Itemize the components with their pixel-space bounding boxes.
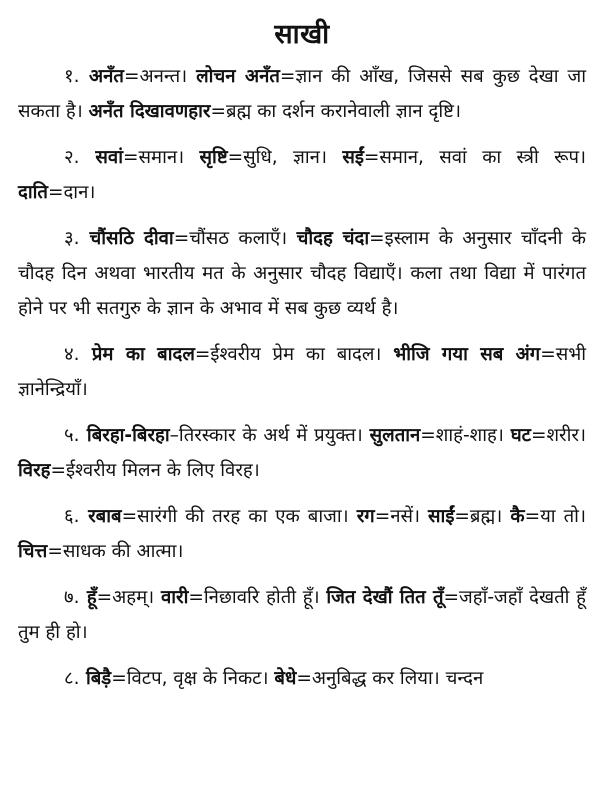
term: सृष्टि xyxy=(199,147,228,168)
definition: =ब्रह्म का दर्शन करानेवाली ज्ञान दृष्टि। xyxy=(210,101,461,122)
term: कै xyxy=(510,506,525,527)
term: भीजि गया सब अंग xyxy=(393,344,541,365)
term: चौदह चंदा xyxy=(296,228,370,249)
term: बेधे xyxy=(274,668,297,689)
term: घट xyxy=(510,425,531,446)
entry-number: ३. xyxy=(64,228,80,249)
definition: =चौंसठ कलाएँ। xyxy=(173,228,297,249)
term: वारी xyxy=(160,587,189,608)
glossary-entries xyxy=(18,59,586,696)
term: सवां xyxy=(79,147,124,168)
term: बिरहा-बिरहा xyxy=(79,425,170,446)
definition: =ईश्वरीय मिलन के लिए विरह। xyxy=(50,460,260,481)
definition: =ईश्वरीय प्रेम का बादल। xyxy=(194,344,394,365)
definition: =शरीर। xyxy=(530,425,586,446)
glossary-entry xyxy=(18,337,586,407)
term: चौंसठि दीवा xyxy=(79,228,174,249)
definition: =इस्लाम के अनुसार चाँदनी के चौदह दिन अथवा भारतीय मत के अनुसार चौदह विद्याएँ। कला तथा विद्या में पारंगत होने पर भी सतगुरु के ज्ञान के अभाव में सब कुछ व्यर्थ है। xyxy=(18,228,586,319)
glossary-entry xyxy=(18,661,586,696)
entry-number: ४. xyxy=(64,344,80,365)
definition: =सभी ज्ञानेन्द्रियाँ। xyxy=(18,344,587,400)
entry-number: २. xyxy=(64,147,80,168)
glossary-entry xyxy=(18,140,586,210)
definition: =साधक की आत्मा। xyxy=(47,541,184,562)
definition: =सारंगी की तरह का एक बाजा। xyxy=(121,506,357,527)
term: चित्त xyxy=(18,541,48,562)
glossary-entry xyxy=(18,580,586,650)
term: दाति xyxy=(18,182,48,203)
term: हूँ xyxy=(79,587,97,608)
term: सुलतान xyxy=(369,425,421,446)
term: अनँत xyxy=(79,66,124,87)
entry-number: ८. xyxy=(64,668,80,689)
glossary-entry xyxy=(18,418,586,488)
entry-number: ७. xyxy=(64,587,80,608)
definition: =ब्रह्म। xyxy=(454,506,511,527)
definition: –तिरस्कार के अर्थ में प्रयुक्त। xyxy=(169,425,370,446)
glossary-entry xyxy=(18,499,586,569)
term: सईं xyxy=(342,147,364,168)
term: विरह xyxy=(18,460,51,481)
page-title: साखी xyxy=(274,19,330,50)
term: बिड़ै xyxy=(79,668,112,689)
entry-number: १. xyxy=(64,66,80,87)
entry-number: ६. xyxy=(64,506,80,527)
definition: =अनन्त। xyxy=(123,66,197,87)
definition: =दान। xyxy=(47,182,96,203)
definition: =जहाँ-जहाँ देखती हूँ तुम ही हो। xyxy=(18,587,586,643)
glossary-entry xyxy=(18,221,586,326)
glossary-entry xyxy=(18,59,586,129)
definition: =ज्ञान की आँख, जिससे सब कुछ देखा जा सकता है। xyxy=(18,66,586,122)
term: लोचन अनँत xyxy=(196,66,280,87)
definition: =या तो। xyxy=(524,506,586,527)
term: साईं xyxy=(428,506,455,527)
term: रग xyxy=(356,506,375,527)
term: जित देखौं तित तूँ xyxy=(326,587,444,608)
definition: =समान। xyxy=(123,147,200,168)
definition: =समान, सवां का स्त्री रूप। xyxy=(363,147,586,168)
definition: =निछावरि होती हूँ। xyxy=(188,587,327,608)
term: अनँत दिखावणहार xyxy=(88,101,211,122)
term: प्रेम का बादल xyxy=(79,344,195,365)
entry-number: ५. xyxy=(64,425,80,446)
definition: =नसें। xyxy=(374,506,429,527)
definition: =विटप, वृक्ष के निकट। xyxy=(111,668,275,689)
term: रबाब xyxy=(79,506,122,527)
definition: =सुधि, ज्ञान। xyxy=(227,147,343,168)
definition: =शाहं-शाह। xyxy=(420,425,511,446)
definition: =अनुबिद्ध कर लिया। चन्दन xyxy=(296,668,484,689)
definition: =अहम्। xyxy=(96,587,161,608)
